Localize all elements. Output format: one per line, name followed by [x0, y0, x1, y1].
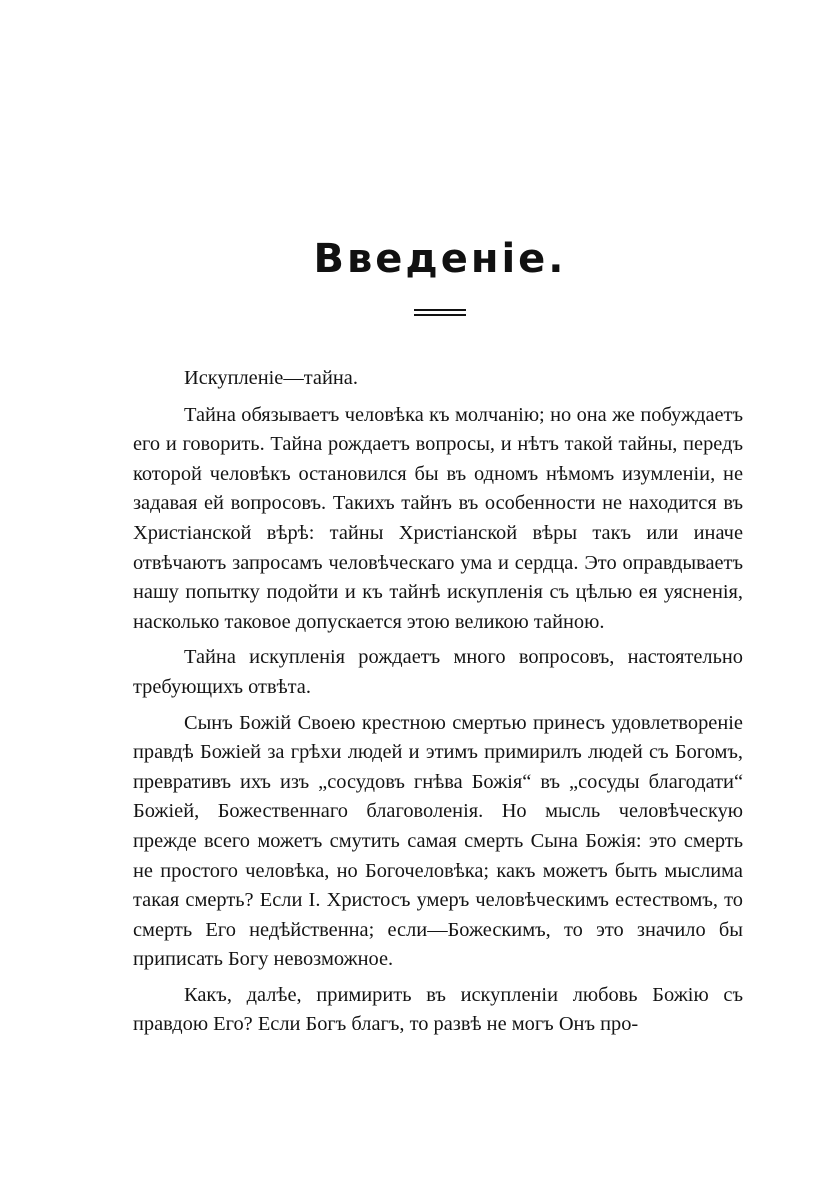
paragraph-4: Сынъ Божій Своею крестною смертью принесъ удовлетвореніе правдѣ Божіей за грѣхи людей и этимъ примирилъ людей съ Богомъ, превративъ ихъ изъ „сосудовъ гнѣва Божія“ въ „сосуды благодати“ Божіей, Божественнаго благоволенія. Но мысль человѣческую прежде всего можетъ смутить самая смерть Сына Божія: это смерть не простого человѣка, но Богочеловѣка; какъ можетъ быть мыслима такая смерть? Если І. Христосъ умеръ человѣческимъ естествомъ, то смерть Его недѣйственна; если—Божескимъ, то это значило бы приписать Богу невозможное.	[133, 711, 743, 971]
heading-divider	[414, 309, 466, 316]
chapter-heading: Введеніе.	[313, 236, 567, 282]
paragraph-2: Тайна обязываетъ человѣка къ молчанію; но она же побуждаетъ его и говорить. Тайна рождаетъ вопросы, и нѣтъ такой тайны, передъ которой человѣкъ остановился бы въ одномъ нѣмомъ изумленіи, не задавая ей вопросовъ. Такихъ тайнъ въ особенности не находится въ Христіанской вѣрѣ: тайны Христіанской вѣры такъ или иначе отвѣчаютъ запросамъ человѣческаго ума и сердца. Это оправдываетъ нашу попытку подойти и къ тайнѣ искупленія съ цѣлью ея уясненія, насколько таковое допускается этою великою тайною.	[133, 403, 743, 633]
body-text	[133, 364, 743, 1040]
paragraph-3: Тайна искупленія рождаетъ много вопросовъ, настоятельно требующихъ отвѣта.	[133, 646, 743, 698]
paragraph-5: Какъ, далѣе, примирить въ искупленіи любовь Божію съ правдою Его? Если Богъ благъ, то развѣ не могъ Онъ про-	[133, 983, 743, 1036]
paragraph-1: Искупленіе—тайна.	[184, 367, 358, 389]
